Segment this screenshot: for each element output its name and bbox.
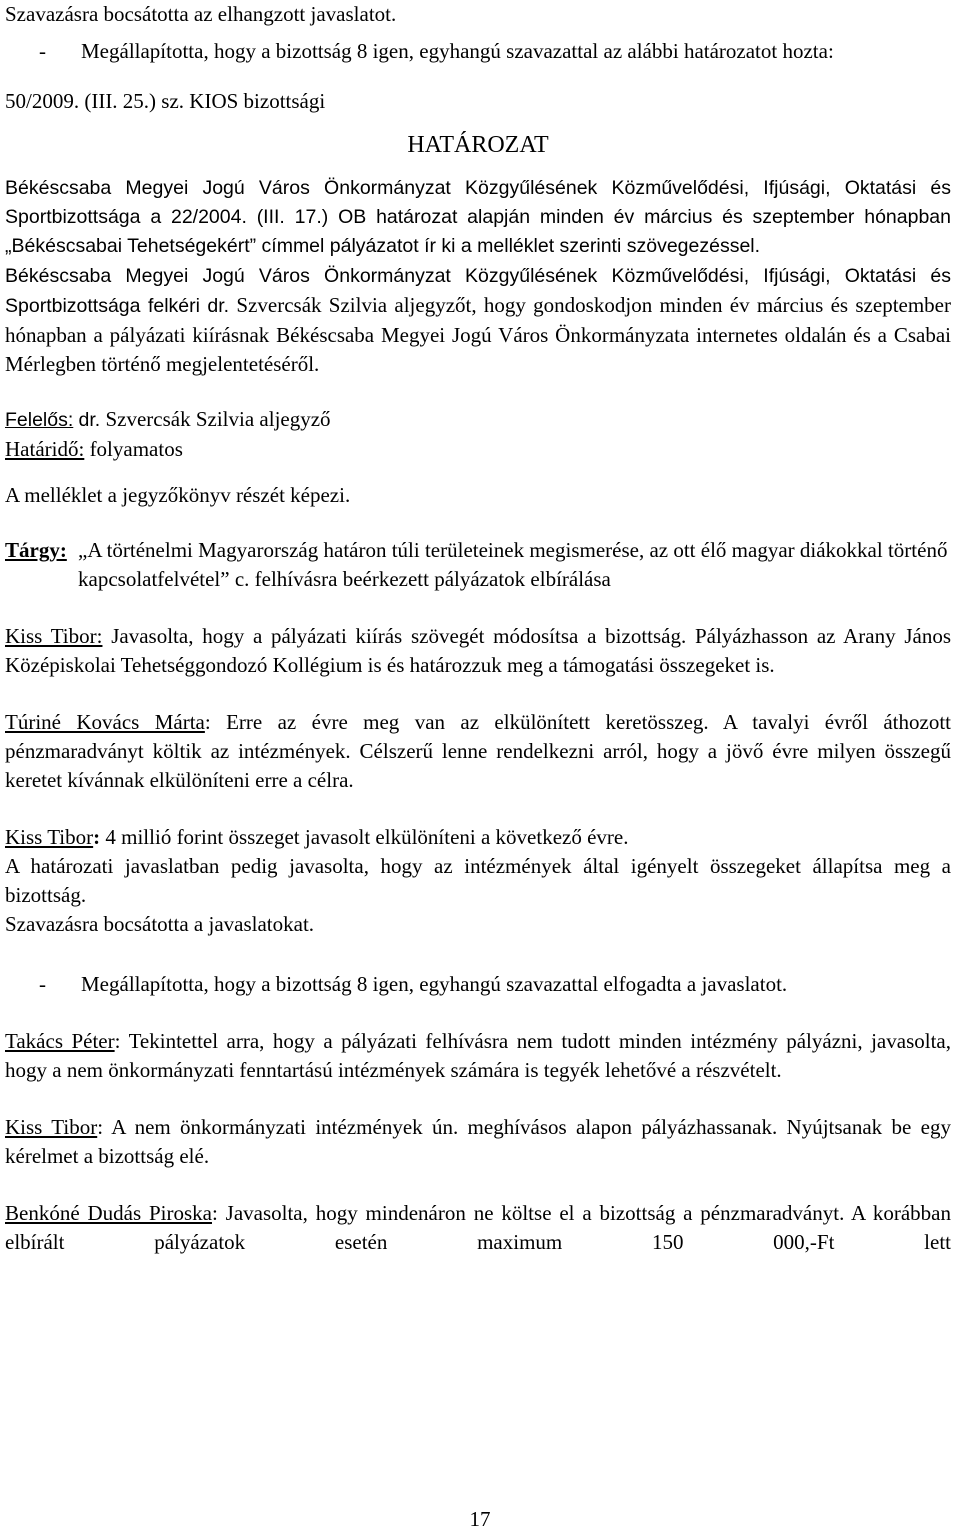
- speaker-name: Kiss Tibor: [5, 825, 94, 849]
- deadline-line: [5, 435, 951, 464]
- speaker-separator: [102, 624, 111, 648]
- responsible-value: Szvercsák Szilvia aljegyző: [105, 407, 331, 431]
- subject-block: [5, 536, 951, 594]
- finding-2-text: Megállapította, hogy a bizottság 8 igen, egyhangú szavazattal elfogadta a javaslatot.: [81, 972, 788, 996]
- responsible-label: Felelős:: [5, 409, 74, 431]
- page-number: 17: [469, 1507, 491, 1531]
- statement-kiss-2: [5, 823, 951, 852]
- statement-text: Erre az évre meg van az elkülönített keretösszeg. A tavalyi évről áthozott pénzmaradványt költik az intézmények. Célszerű lenne rendelkezni arról, hogy a jövő évre milyen összegű keretet kívánnak elkülöníteni erre a célra.: [5, 710, 951, 792]
- statement-text: Javasolta, hogy mindenáron ne költse el a bizottság a pénzmaradványt. A korábban elbírált pályázatok esetén maximum 150 000,-Ft lett: [5, 1201, 951, 1254]
- speaker-name: Kiss Tibor:: [5, 624, 103, 648]
- statement-takacs: [5, 1027, 951, 1085]
- finding-1-text: Megállapította, hogy a bizottság 8 igen, egyhangú szavazattal az alábbi határozatot hozta:: [81, 39, 834, 63]
- deadline-label: Határidő:: [5, 437, 85, 461]
- statement-text: 4 millió forint összeget javasolt elkülöníteni a következő évre.: [105, 825, 629, 849]
- statement-kiss-1: [5, 622, 951, 680]
- vote-sentence-2: Szavazásra bocsátotta a javaslatokat.: [5, 912, 315, 936]
- speaker-name: Kiss Tibor: [5, 1115, 98, 1139]
- subject-text: „A történelmi Magyarország határon túli területeinek megismerése, az ott élő magyar diákokkal történő kapcsolatfelvétel” c. felhívásra beérkezett pályázatok elbírálása: [78, 538, 948, 591]
- speaker-separator: :: [97, 1115, 112, 1139]
- finding-1: [5, 37, 951, 66]
- resolution-paragraph-1: Békéscsaba Megyei Jogú Város Önkormányzat Közgyűlésének Közművelődési, Ifjúsági, Oktatási és Sportbizottsága a 22/2004. (III. 17.) OB határozat alapján minden év március és szeptember hónapban „Békéscsabai Tehetségekért” címmel pályázatot ír ki a melléklet szerinti szövegezéssel.: [5, 177, 951, 257]
- list-dash: -: [39, 39, 46, 63]
- speaker-separator: :: [211, 1201, 226, 1225]
- statement-benkone: [5, 1199, 951, 1257]
- speaker-separator: :: [93, 825, 106, 849]
- subject-label: Tárgy:: [5, 538, 67, 562]
- responsible-prefix: dr.: [78, 409, 101, 431]
- proposal-paragraph: A határozati javaslatban pedig javasolta, hogy az intézmények által igényelt összegeket állapítsa meg a bizottság.: [5, 854, 951, 907]
- resolution-paragraph-2b: Szvercsák Szilvia aljegyzőt, hogy gondoskodjon minden év március és szeptember hónapban a pályázati kiírásnak Békéscsaba Megyei Jogú Város Önkormányzata internetes oldalán és a Csabai Mérlegben történő megjelentetéséről.: [5, 293, 951, 376]
- statement-turine: [5, 708, 951, 795]
- speaker-separator: :: [114, 1029, 129, 1053]
- statement-text: A nem önkormányzati intézmények ún. meghívásos alapon pályázhassanak. Nyújtsanak be egy kérelmet a bizottság elé.: [5, 1115, 951, 1168]
- statement-text: Tekintettel arra, hogy a pályázati felhívásra nem tudott minden intézmény pályázni, javasolta, hogy a nem önkormányzati fenntartású intézmények számára is tegyék lehetővé a részvételt.: [5, 1029, 951, 1082]
- document-page: [5, 0, 951, 1257]
- deadline-value: folyamatos: [89, 437, 183, 461]
- responsible-line: [5, 405, 951, 435]
- finding-2: [5, 970, 951, 999]
- speaker-name: Takács Péter: [5, 1029, 115, 1053]
- speaker-name: Benkóné Dudás Piroska: [5, 1201, 212, 1225]
- vote-sentence-1: Szavazásra bocsátotta az elhangzott javaslatot.: [5, 2, 397, 26]
- resolution-heading: HATÁROZAT: [407, 132, 549, 158]
- resolution-number-date: 50/2009. (III. 25.) sz.: [5, 89, 185, 113]
- statement-text: Javasolta, hogy a pályázati kiírás szövegét módosítsa a bizottság. Pályázhasson az Arany János Középiskolai Tehetséggondozó Kollégium is és határozzuk meg a támogatási összegeket is.: [5, 624, 951, 677]
- annex-note: A melléklet a jegyzőkönyv részét képezi.: [5, 483, 351, 507]
- list-dash: -: [39, 972, 46, 996]
- resolution-paragraph-2a: Békéscsaba Megyei Jogú Város Önkormányzat Közgyűlésének Közművelődési, Ifjúsági, Oktatási és Sportbizottsága felkéri dr.: [5, 265, 951, 317]
- speaker-separator: :: [204, 710, 227, 734]
- resolution-paragraph-2: [5, 261, 951, 379]
- resolution-number: [5, 87, 951, 116]
- resolution-number-committee: KIOS bizottsági: [189, 89, 326, 113]
- speaker-name: Túriné Kovács Márta: [5, 710, 205, 734]
- statement-kiss-3: [5, 1113, 951, 1171]
